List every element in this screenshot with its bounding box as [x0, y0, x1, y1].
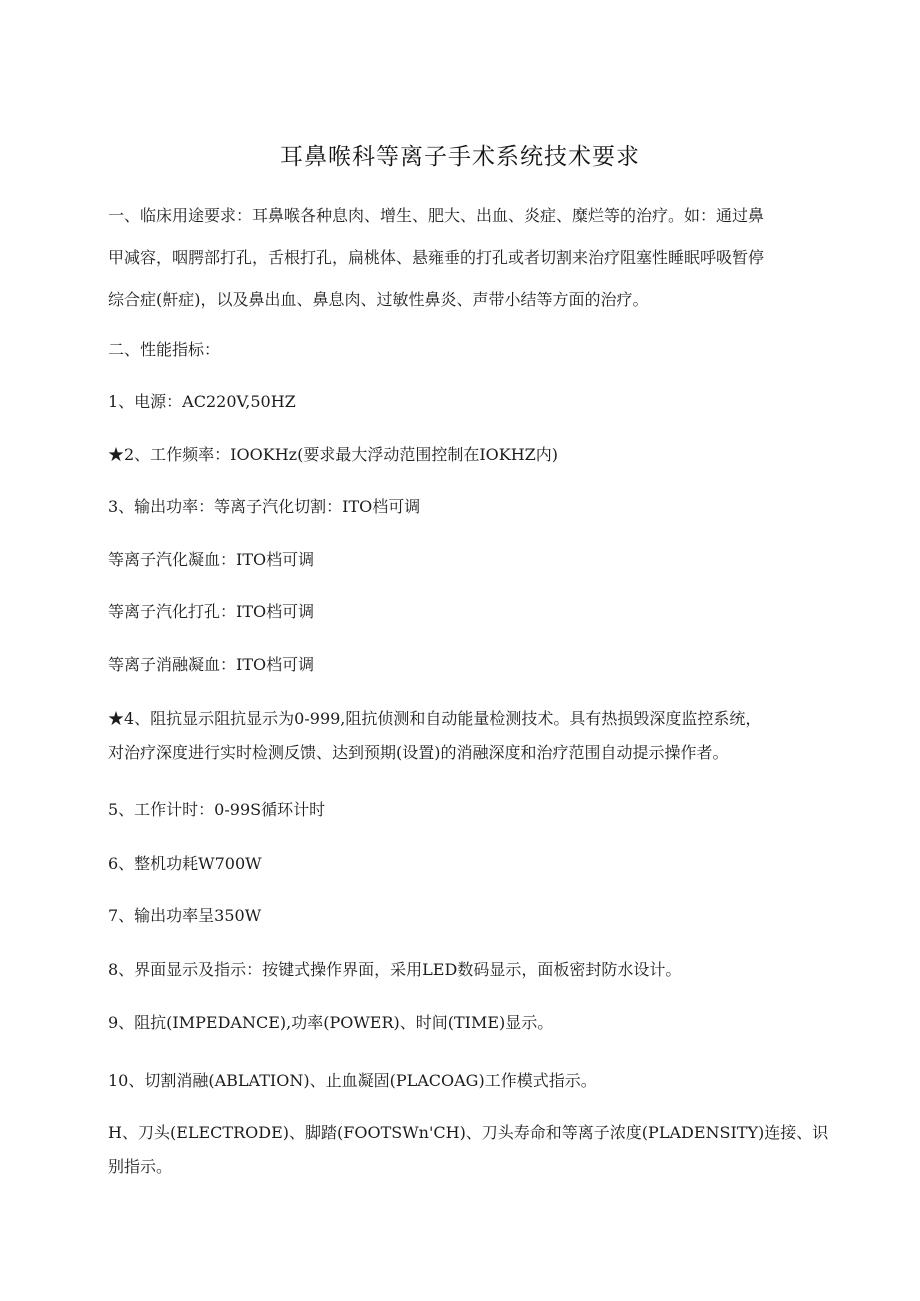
spec-item-mode-indicator: 10、切割消融(ABLATION)、止血凝固(PLACOAG)工作模式指示。 — [108, 1071, 597, 1090]
spec-item-frequency: ★2、工作频率：IOOKHz(要求最大浮动范围控制在IOKHZ内) — [108, 445, 559, 464]
text-line: ★4、阻抗显示阻抗显示为0-999,阻抗侦测和自动能量检测技术。具有热损毁深度监控系统， — [108, 709, 762, 728]
text-line: 甲减容，咽腭部打孔，舌根打孔，扁桃体、悬雍垂的打孔或者切割来治疗阻塞性睡眠呼吸暂停 — [108, 248, 765, 267]
spec-item-ablation-coagulation: 等离子消融凝血：ITO档可调 — [108, 655, 315, 674]
clinical-use-paragraph — [108, 205, 808, 310]
spec-item-interface: 8、界面显示及指示：按键式操作界面，采用LED数码显示，面板密封防水设计。 — [108, 960, 682, 979]
text-line: 对治疗深度进行实时检测反馈、达到预期(设置)的消融深度和治疗范围自动提示操作者。 — [108, 743, 729, 762]
spec-item-max-output: 7、输出功率呈350W — [108, 906, 262, 925]
spec-item-connection-indicator — [108, 1122, 829, 1177]
spec-item-output-power: 3、输出功率：等离子汽化切割：ITO档可调 — [108, 497, 421, 516]
text-line: 综合症(鼾症)，以及鼻出血、鼻息肉、过敏性鼻炎、声带小结等方面的治疗。 — [108, 290, 649, 309]
spec-item-power-consumption: 6、整机功耗W700W — [108, 854, 262, 873]
spec-item-perforation: 等离子汽化打孔：ITO档可调 — [108, 602, 315, 621]
spec-item-impedance — [108, 708, 808, 763]
text-line: H、刀头(ELECTRODE)、脚踏(FOOTSWn'CH)、刀头寿命和等离子浓度(PLADENSITY)连接、识 — [108, 1123, 829, 1142]
document-title: 耳鼻喉科等离子手术系统技术要求 — [280, 144, 640, 170]
spec-item-coagulation: 等离子汽化凝血：ITO档可调 — [108, 550, 315, 569]
text-line: 一、临床用途要求：耳鼻喉各种息肉、增生、肥大、出血、炎症、糜烂等的治疗。如：通过鼻 — [108, 206, 765, 225]
spec-item-display: 9、阻抗(IMPEDANCE),功率(POWER)、时间(TIME)显示。 — [108, 1013, 554, 1032]
spec-item-timer: 5、工作计时：0-99S循环计时 — [108, 800, 326, 819]
spec-item-power-supply: 1、电源：AC220V,50HZ — [108, 392, 296, 411]
text-line: 别指示。 — [108, 1157, 173, 1176]
section-heading-performance: 二、性能指标： — [108, 340, 221, 359]
